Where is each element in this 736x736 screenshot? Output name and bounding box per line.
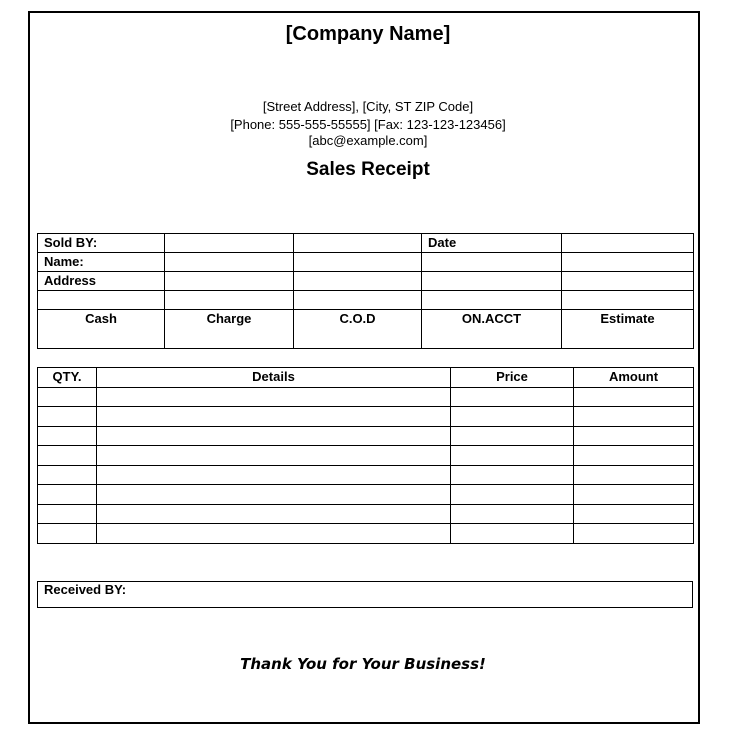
amount-cell[interactable] (574, 485, 694, 505)
payment-cod[interactable]: C.O.D (294, 310, 422, 349)
amount-header: Amount (574, 368, 694, 388)
amount-cell[interactable] (574, 407, 694, 427)
blank-row (38, 291, 694, 310)
company-email: [abc@example.com] (308, 133, 428, 148)
amount-cell[interactable] (574, 446, 694, 466)
sold-by-row (38, 234, 694, 253)
table-row (38, 387, 694, 407)
sale-info-table (37, 233, 694, 349)
details-cell[interactable] (97, 387, 451, 407)
name-field-3[interactable] (422, 253, 562, 272)
date-label: Date (422, 234, 562, 253)
name-field-2[interactable] (294, 253, 422, 272)
payment-cash[interactable]: Cash (38, 310, 165, 349)
received-by-label: Received BY: (44, 582, 127, 597)
blank-cell[interactable] (294, 291, 422, 310)
qty-cell[interactable] (38, 387, 97, 407)
name-label: Name: (38, 253, 165, 272)
amount-cell[interactable] (574, 387, 694, 407)
details-cell[interactable] (97, 426, 451, 446)
details-cell[interactable] (97, 407, 451, 427)
company-contact: [Phone: 555-555-55555] [Fax: 123-123-123456] (230, 117, 506, 132)
details-cell[interactable] (97, 465, 451, 485)
address-field-2[interactable] (294, 272, 422, 291)
payment-method-row (38, 310, 694, 349)
blank-cell[interactable] (422, 291, 562, 310)
sold-by-label: Sold BY: (38, 234, 165, 253)
address-field[interactable] (165, 272, 294, 291)
table-row (38, 446, 694, 466)
qty-cell[interactable] (38, 524, 97, 544)
details-cell[interactable] (97, 504, 451, 524)
table-row (38, 524, 694, 544)
sold-by-field-2[interactable] (294, 234, 422, 253)
price-header: Price (451, 368, 574, 388)
blank-cell[interactable] (38, 291, 165, 310)
address-field-4[interactable] (562, 272, 694, 291)
qty-cell[interactable] (38, 485, 97, 505)
blank-cell[interactable] (562, 291, 694, 310)
details-cell[interactable] (97, 446, 451, 466)
address-label: Address (38, 272, 165, 291)
table-row (38, 407, 694, 427)
received-by-box[interactable] (37, 581, 693, 608)
table-row (38, 485, 694, 505)
amount-cell[interactable] (574, 504, 694, 524)
payment-charge[interactable]: Charge (165, 310, 294, 349)
name-field-4[interactable] (562, 253, 694, 272)
blank-cell[interactable] (165, 291, 294, 310)
payment-estimate[interactable]: Estimate (562, 310, 694, 349)
address-field-3[interactable] (422, 272, 562, 291)
qty-cell[interactable] (38, 426, 97, 446)
amount-cell[interactable] (574, 465, 694, 485)
receipt-title: Sales Receipt (306, 159, 430, 180)
details-cell[interactable] (97, 524, 451, 544)
qty-header: QTY. (38, 368, 97, 388)
payment-on-account[interactable]: ON.ACCT (422, 310, 562, 349)
details-header: Details (97, 368, 451, 388)
date-field[interactable] (562, 234, 694, 253)
address-row (38, 272, 694, 291)
line-items-header (38, 368, 694, 388)
table-row (38, 504, 694, 524)
price-cell[interactable] (451, 387, 574, 407)
price-cell[interactable] (451, 426, 574, 446)
name-field[interactable] (165, 253, 294, 272)
qty-cell[interactable] (38, 465, 97, 485)
qty-cell[interactable] (38, 504, 97, 524)
table-row (38, 465, 694, 485)
price-cell[interactable] (451, 465, 574, 485)
price-cell[interactable] (451, 446, 574, 466)
price-cell[interactable] (451, 407, 574, 427)
company-name: [Company Name] (285, 23, 451, 45)
amount-cell[interactable] (574, 426, 694, 446)
price-cell[interactable] (451, 485, 574, 505)
name-row (38, 253, 694, 272)
thank-you-message: Thank You for Your Business! (240, 655, 486, 673)
company-address: [Street Address], [City, ST ZIP Code] (262, 99, 474, 114)
table-row (38, 426, 694, 446)
line-items-table (37, 367, 694, 544)
details-cell[interactable] (97, 485, 451, 505)
sold-by-field[interactable] (165, 234, 294, 253)
amount-cell[interactable] (574, 524, 694, 544)
qty-cell[interactable] (38, 446, 97, 466)
qty-cell[interactable] (38, 407, 97, 427)
price-cell[interactable] (451, 504, 574, 524)
price-cell[interactable] (451, 524, 574, 544)
